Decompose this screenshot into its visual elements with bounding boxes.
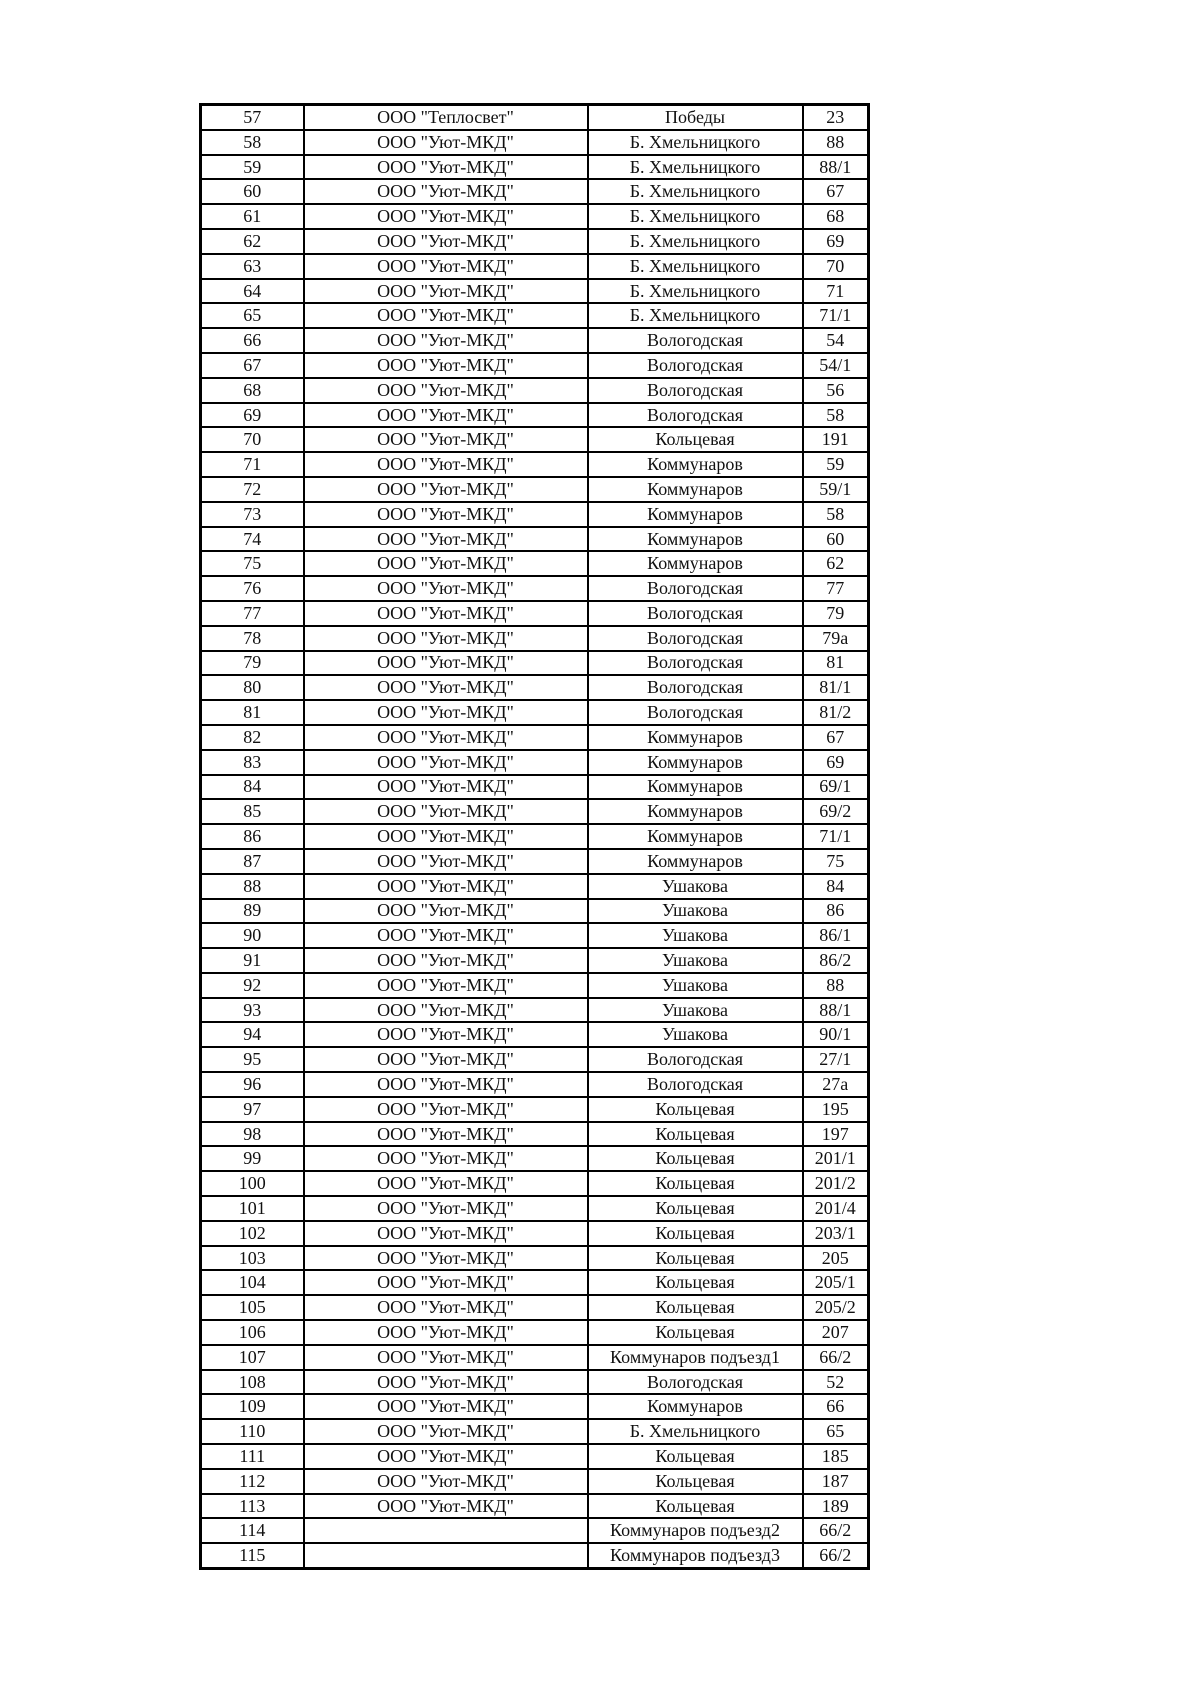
table-row — [201, 1047, 869, 1072]
street-cell: Б. Хмельницкого — [588, 130, 803, 155]
street-cell: Коммунаров — [588, 750, 803, 775]
house-number-cell: 69/2 — [803, 799, 869, 824]
row-number-cell: 103 — [201, 1246, 304, 1271]
table-row — [201, 204, 869, 229]
row-number-cell: 97 — [201, 1097, 304, 1122]
organization-cell: ООО "Уют-МКД" — [304, 626, 588, 651]
house-number-cell: 27/1 — [803, 1047, 869, 1072]
table-row — [201, 328, 869, 353]
street-cell: Кольцевая — [588, 1146, 803, 1171]
table-row — [201, 502, 869, 527]
street-cell: Вологодская — [588, 353, 803, 378]
row-number-cell: 105 — [201, 1295, 304, 1320]
house-number-cell: 71 — [803, 279, 869, 304]
organization-cell: ООО "Уют-МКД" — [304, 824, 588, 849]
house-number-cell: 56 — [803, 378, 869, 403]
organization-cell: ООО "Уют-МКД" — [304, 849, 588, 874]
table-row — [201, 1494, 869, 1519]
organization-cell: ООО "Уют-МКД" — [304, 427, 588, 452]
row-number-cell: 73 — [201, 502, 304, 527]
street-cell: Ушакова — [588, 899, 803, 924]
table-row — [201, 130, 869, 155]
house-number-cell: 52 — [803, 1370, 869, 1395]
house-number-cell: 185 — [803, 1444, 869, 1469]
table-row — [201, 279, 869, 304]
row-number-cell: 110 — [201, 1419, 304, 1444]
table-row — [201, 254, 869, 279]
street-cell: Кольцевая — [588, 1295, 803, 1320]
organization-cell: ООО "Уют-МКД" — [304, 998, 588, 1023]
house-number-cell: 71/1 — [803, 824, 869, 849]
row-number-cell: 94 — [201, 1022, 304, 1047]
street-cell: Вологодская — [588, 378, 803, 403]
row-number-cell: 63 — [201, 254, 304, 279]
table-row — [201, 427, 869, 452]
table-row — [201, 1072, 869, 1097]
organization-cell: ООО "Теплосвет" — [304, 105, 588, 130]
street-cell: Ушакова — [588, 973, 803, 998]
street-cell: Кольцевая — [588, 1221, 803, 1246]
house-number-cell: 70 — [803, 254, 869, 279]
organization-cell: ООО "Уют-МКД" — [304, 1370, 588, 1395]
table-row — [201, 923, 869, 948]
street-cell: Вологодская — [588, 651, 803, 676]
house-number-cell: 62 — [803, 551, 869, 576]
organization-cell: ООО "Уют-МКД" — [304, 353, 588, 378]
row-number-cell: 102 — [201, 1221, 304, 1246]
street-cell: Коммунаров — [588, 452, 803, 477]
house-number-cell: 187 — [803, 1469, 869, 1494]
street-cell: Ушакова — [588, 923, 803, 948]
house-number-cell: 205/2 — [803, 1295, 869, 1320]
house-number-cell: 86/2 — [803, 948, 869, 973]
table-row — [201, 378, 869, 403]
row-number-cell: 75 — [201, 551, 304, 576]
street-cell: Кольцевая — [588, 1270, 803, 1295]
table-row — [201, 1221, 869, 1246]
house-number-cell: 195 — [803, 1097, 869, 1122]
row-number-cell: 65 — [201, 303, 304, 328]
table-row — [201, 1022, 869, 1047]
street-cell: Коммунаров — [588, 1394, 803, 1419]
house-number-cell: 201/1 — [803, 1146, 869, 1171]
organization-cell: ООО "Уют-МКД" — [304, 651, 588, 676]
organization-cell: ООО "Уют-МКД" — [304, 1122, 588, 1147]
house-number-cell: 88 — [803, 973, 869, 998]
row-number-cell: 59 — [201, 155, 304, 180]
row-number-cell: 76 — [201, 576, 304, 601]
table-row — [201, 973, 869, 998]
street-cell: Коммунаров подъезд1 — [588, 1345, 803, 1370]
organization-cell: ООО "Уют-МКД" — [304, 378, 588, 403]
house-number-cell: 189 — [803, 1494, 869, 1519]
house-number-cell: 81/2 — [803, 700, 869, 725]
row-number-cell: 67 — [201, 353, 304, 378]
organization-cell: ООО "Уют-МКД" — [304, 130, 588, 155]
organization-cell: ООО "Уют-МКД" — [304, 899, 588, 924]
table-row — [201, 626, 869, 651]
street-cell: Коммунаров — [588, 824, 803, 849]
house-number-cell: 58 — [803, 403, 869, 428]
row-number-cell: 60 — [201, 179, 304, 204]
house-number-cell: 81/1 — [803, 675, 869, 700]
row-number-cell: 113 — [201, 1494, 304, 1519]
row-number-cell: 107 — [201, 1345, 304, 1370]
organization-cell: ООО "Уют-МКД" — [304, 1469, 588, 1494]
organization-cell: ООО "Уют-МКД" — [304, 1270, 588, 1295]
street-cell: Вологодская — [588, 1370, 803, 1395]
table-row — [201, 998, 869, 1023]
street-cell: Кольцевая — [588, 427, 803, 452]
street-cell: Ушакова — [588, 948, 803, 973]
organization-cell: ООО "Уют-МКД" — [304, 328, 588, 353]
street-cell: Коммунаров — [588, 502, 803, 527]
house-registry-table — [199, 103, 870, 1570]
house-number-cell: 66/2 — [803, 1518, 869, 1543]
house-number-cell: 58 — [803, 502, 869, 527]
house-number-cell: 69/1 — [803, 775, 869, 800]
street-cell: Б. Хмельницкого — [588, 279, 803, 304]
table-row — [201, 229, 869, 254]
table-row — [201, 1171, 869, 1196]
organization-cell — [304, 1543, 588, 1568]
house-number-cell: 67 — [803, 179, 869, 204]
organization-cell: ООО "Уют-МКД" — [304, 502, 588, 527]
table-row — [201, 1345, 869, 1370]
row-number-cell: 108 — [201, 1370, 304, 1395]
house-number-cell: 71/1 — [803, 303, 869, 328]
table-row — [201, 353, 869, 378]
street-cell: Кольцевая — [588, 1469, 803, 1494]
street-cell: Вологодская — [588, 675, 803, 700]
row-number-cell: 82 — [201, 725, 304, 750]
street-cell: Вологодская — [588, 626, 803, 651]
organization-cell: ООО "Уют-МКД" — [304, 1394, 588, 1419]
organization-cell: ООО "Уют-МКД" — [304, 700, 588, 725]
row-number-cell: 99 — [201, 1146, 304, 1171]
house-number-cell: 191 — [803, 427, 869, 452]
organization-cell: ООО "Уют-МКД" — [304, 179, 588, 204]
table-row — [201, 1246, 869, 1271]
house-number-cell: 86/1 — [803, 923, 869, 948]
organization-cell: ООО "Уют-МКД" — [304, 1246, 588, 1271]
table-row — [201, 824, 869, 849]
street-cell: Б. Хмельницкого — [588, 229, 803, 254]
row-number-cell: 85 — [201, 799, 304, 824]
organization-cell: ООО "Уют-МКД" — [304, 1171, 588, 1196]
street-cell: Коммунаров — [588, 799, 803, 824]
row-number-cell: 92 — [201, 973, 304, 998]
organization-cell: ООО "Уют-МКД" — [304, 403, 588, 428]
street-cell: Ушакова — [588, 874, 803, 899]
organization-cell: ООО "Уют-МКД" — [304, 750, 588, 775]
table-row — [201, 1370, 869, 1395]
row-number-cell: 88 — [201, 874, 304, 899]
table-row — [201, 948, 869, 973]
table-row — [201, 849, 869, 874]
house-number-cell: 77 — [803, 576, 869, 601]
street-cell: Кольцевая — [588, 1196, 803, 1221]
street-cell: Кольцевая — [588, 1246, 803, 1271]
house-number-cell: 88/1 — [803, 998, 869, 1023]
organization-cell — [304, 1518, 588, 1543]
row-number-cell: 57 — [201, 105, 304, 130]
row-number-cell: 81 — [201, 700, 304, 725]
row-number-cell: 84 — [201, 775, 304, 800]
row-number-cell: 101 — [201, 1196, 304, 1221]
table-row — [201, 1543, 869, 1568]
house-number-cell: 66/2 — [803, 1345, 869, 1370]
table-row — [201, 899, 869, 924]
street-cell: Коммунаров подъезд2 — [588, 1518, 803, 1543]
row-number-cell: 83 — [201, 750, 304, 775]
table-row — [201, 1196, 869, 1221]
row-number-cell: 74 — [201, 527, 304, 552]
house-number-cell: 67 — [803, 725, 869, 750]
house-number-cell: 79а — [803, 626, 869, 651]
organization-cell: ООО "Уют-МКД" — [304, 229, 588, 254]
row-number-cell: 70 — [201, 427, 304, 452]
table-row — [201, 179, 869, 204]
house-number-cell: 54 — [803, 328, 869, 353]
row-number-cell: 95 — [201, 1047, 304, 1072]
row-number-cell: 89 — [201, 899, 304, 924]
table-row — [201, 725, 869, 750]
street-cell: Кольцевая — [588, 1122, 803, 1147]
row-number-cell: 111 — [201, 1444, 304, 1469]
table-row — [201, 1444, 869, 1469]
house-number-cell: 88/1 — [803, 155, 869, 180]
house-number-cell: 69 — [803, 229, 869, 254]
organization-cell: ООО "Уют-МКД" — [304, 1221, 588, 1246]
row-number-cell: 69 — [201, 403, 304, 428]
house-number-cell: 54/1 — [803, 353, 869, 378]
street-cell: Коммунаров — [588, 849, 803, 874]
table-row — [201, 750, 869, 775]
row-number-cell: 80 — [201, 675, 304, 700]
table-row — [201, 303, 869, 328]
street-cell: Вологодская — [588, 576, 803, 601]
house-number-cell: 205/1 — [803, 1270, 869, 1295]
table-row — [201, 700, 869, 725]
row-number-cell: 91 — [201, 948, 304, 973]
organization-cell: ООО "Уют-МКД" — [304, 874, 588, 899]
organization-cell: ООО "Уют-МКД" — [304, 973, 588, 998]
street-cell: Коммунаров — [588, 725, 803, 750]
street-cell: Кольцевая — [588, 1320, 803, 1345]
house-number-cell: 60 — [803, 527, 869, 552]
organization-cell: ООО "Уют-МКД" — [304, 204, 588, 229]
street-cell: Б. Хмельницкого — [588, 155, 803, 180]
table-row — [201, 403, 869, 428]
organization-cell: ООО "Уют-МКД" — [304, 948, 588, 973]
row-number-cell: 61 — [201, 204, 304, 229]
table-row — [201, 551, 869, 576]
house-number-cell: 66 — [803, 1394, 869, 1419]
organization-cell: ООО "Уют-МКД" — [304, 1345, 588, 1370]
house-number-cell: 69 — [803, 750, 869, 775]
row-number-cell: 68 — [201, 378, 304, 403]
table-row — [201, 527, 869, 552]
house-number-cell: 23 — [803, 105, 869, 130]
house-number-cell: 197 — [803, 1122, 869, 1147]
table-row — [201, 452, 869, 477]
table-row — [201, 1295, 869, 1320]
organization-cell: ООО "Уют-МКД" — [304, 155, 588, 180]
organization-cell: ООО "Уют-МКД" — [304, 551, 588, 576]
house-number-cell: 203/1 — [803, 1221, 869, 1246]
organization-cell: ООО "Уют-МКД" — [304, 1196, 588, 1221]
table-row — [201, 105, 869, 130]
row-number-cell: 58 — [201, 130, 304, 155]
street-cell: Вологодская — [588, 601, 803, 626]
street-cell: Кольцевая — [588, 1494, 803, 1519]
row-number-cell: 86 — [201, 824, 304, 849]
house-number-cell: 84 — [803, 874, 869, 899]
organization-cell: ООО "Уют-МКД" — [304, 1097, 588, 1122]
row-number-cell: 109 — [201, 1394, 304, 1419]
organization-cell: ООО "Уют-МКД" — [304, 1295, 588, 1320]
street-cell: Победы — [588, 105, 803, 130]
street-cell: Кольцевая — [588, 1097, 803, 1122]
organization-cell: ООО "Уют-МКД" — [304, 1444, 588, 1469]
row-number-cell: 90 — [201, 923, 304, 948]
row-number-cell: 106 — [201, 1320, 304, 1345]
organization-cell: ООО "Уют-МКД" — [304, 254, 588, 279]
street-cell: Б. Хмельницкого — [588, 204, 803, 229]
row-number-cell: 87 — [201, 849, 304, 874]
table-body — [201, 105, 869, 1569]
house-number-cell: 59 — [803, 452, 869, 477]
row-number-cell: 71 — [201, 452, 304, 477]
organization-cell: ООО "Уют-МКД" — [304, 1419, 588, 1444]
table-row — [201, 1469, 869, 1494]
organization-cell: ООО "Уют-МКД" — [304, 1320, 588, 1345]
row-number-cell: 114 — [201, 1518, 304, 1543]
table-row — [201, 775, 869, 800]
table-row — [201, 1518, 869, 1543]
street-cell: Б. Хмельницкого — [588, 254, 803, 279]
organization-cell: ООО "Уют-МКД" — [304, 1494, 588, 1519]
row-number-cell: 112 — [201, 1469, 304, 1494]
organization-cell: ООО "Уют-МКД" — [304, 1022, 588, 1047]
row-number-cell: 115 — [201, 1543, 304, 1568]
street-cell: Вологодская — [588, 1047, 803, 1072]
organization-cell: ООО "Уют-МКД" — [304, 527, 588, 552]
row-number-cell: 66 — [201, 328, 304, 353]
house-number-cell: 201/2 — [803, 1171, 869, 1196]
row-number-cell: 72 — [201, 477, 304, 502]
table-row — [201, 1097, 869, 1122]
table-row — [201, 799, 869, 824]
table-row — [201, 651, 869, 676]
street-cell: Коммунаров подъезд3 — [588, 1543, 803, 1568]
row-number-cell: 62 — [201, 229, 304, 254]
row-number-cell: 78 — [201, 626, 304, 651]
street-cell: Коммунаров — [588, 477, 803, 502]
house-number-cell: 75 — [803, 849, 869, 874]
organization-cell: ООО "Уют-МКД" — [304, 601, 588, 626]
table-row — [201, 1394, 869, 1419]
street-cell: Коммунаров — [588, 775, 803, 800]
house-number-cell: 205 — [803, 1246, 869, 1271]
table-row — [201, 675, 869, 700]
street-cell: Б. Хмельницкого — [588, 303, 803, 328]
street-cell: Ушакова — [588, 1022, 803, 1047]
street-cell: Кольцевая — [588, 1171, 803, 1196]
organization-cell: ООО "Уют-МКД" — [304, 452, 588, 477]
house-number-cell: 59/1 — [803, 477, 869, 502]
organization-cell: ООО "Уют-МКД" — [304, 1047, 588, 1072]
row-number-cell: 77 — [201, 601, 304, 626]
house-number-cell: 27а — [803, 1072, 869, 1097]
organization-cell: ООО "Уют-МКД" — [304, 923, 588, 948]
house-number-cell: 65 — [803, 1419, 869, 1444]
house-number-cell: 68 — [803, 204, 869, 229]
house-number-cell: 90/1 — [803, 1022, 869, 1047]
street-cell: Б. Хмельницкого — [588, 179, 803, 204]
organization-cell: ООО "Уют-МКД" — [304, 1072, 588, 1097]
row-number-cell: 64 — [201, 279, 304, 304]
street-cell: Вологодская — [588, 403, 803, 428]
organization-cell: ООО "Уют-МКД" — [304, 576, 588, 601]
organization-cell: ООО "Уют-МКД" — [304, 1146, 588, 1171]
house-number-cell: 86 — [803, 899, 869, 924]
organization-cell: ООО "Уют-МКД" — [304, 477, 588, 502]
street-cell: Ушакова — [588, 998, 803, 1023]
house-number-cell: 66/2 — [803, 1543, 869, 1568]
table-row — [201, 1270, 869, 1295]
organization-cell: ООО "Уют-МКД" — [304, 279, 588, 304]
street-cell: Б. Хмельницкого — [588, 1419, 803, 1444]
table-row — [201, 1146, 869, 1171]
row-number-cell: 79 — [201, 651, 304, 676]
organization-cell: ООО "Уют-МКД" — [304, 303, 588, 328]
organization-cell: ООО "Уют-МКД" — [304, 775, 588, 800]
table-row — [201, 874, 869, 899]
table-row — [201, 1419, 869, 1444]
table-row — [201, 1122, 869, 1147]
house-number-cell: 207 — [803, 1320, 869, 1345]
street-cell: Вологодская — [588, 700, 803, 725]
row-number-cell: 98 — [201, 1122, 304, 1147]
street-cell: Коммунаров — [588, 527, 803, 552]
table-row — [201, 601, 869, 626]
organization-cell: ООО "Уют-МКД" — [304, 675, 588, 700]
table-row — [201, 477, 869, 502]
house-number-cell: 88 — [803, 130, 869, 155]
house-number-cell: 79 — [803, 601, 869, 626]
table-row — [201, 155, 869, 180]
house-number-cell: 81 — [803, 651, 869, 676]
street-cell: Вологодская — [588, 1072, 803, 1097]
table-row — [201, 576, 869, 601]
street-cell: Коммунаров — [588, 551, 803, 576]
table-row — [201, 1320, 869, 1345]
organization-cell: ООО "Уют-МКД" — [304, 725, 588, 750]
street-cell: Вологодская — [588, 328, 803, 353]
row-number-cell: 104 — [201, 1270, 304, 1295]
organization-cell: ООО "Уют-МКД" — [304, 799, 588, 824]
row-number-cell: 100 — [201, 1171, 304, 1196]
row-number-cell: 96 — [201, 1072, 304, 1097]
row-number-cell: 93 — [201, 998, 304, 1023]
street-cell: Кольцевая — [588, 1444, 803, 1469]
house-number-cell: 201/4 — [803, 1196, 869, 1221]
